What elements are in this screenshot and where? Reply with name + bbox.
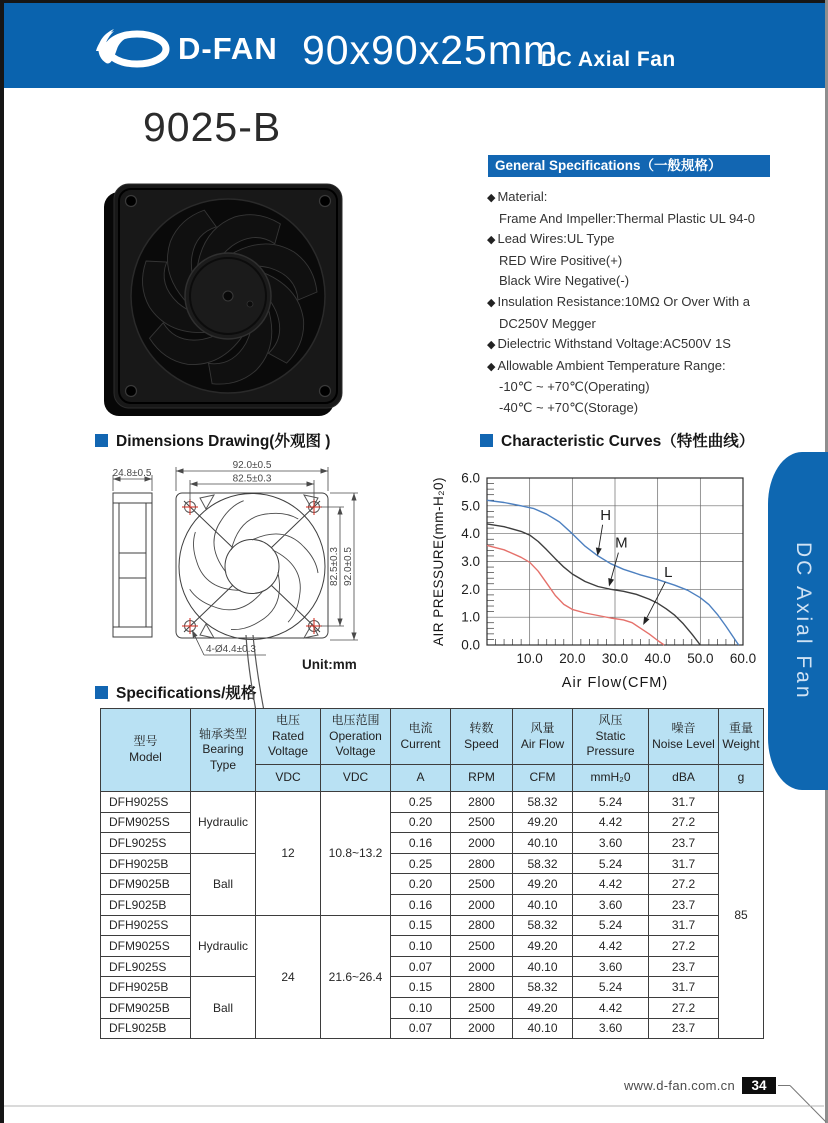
general-specs-list bbox=[487, 187, 822, 419]
column-header: 电压 Rated Voltage bbox=[256, 709, 321, 765]
product-size-title: 90x90x25mm bbox=[302, 27, 559, 73]
table-cell: 49.20 bbox=[513, 936, 573, 957]
spec-bullet-line: ◆ Insulation Resistance:10MΩ Or Over With a bbox=[487, 293, 750, 309]
table-cell: 49.20 bbox=[513, 997, 573, 1018]
dim-front-height: 92.0±0.5 bbox=[343, 547, 354, 586]
spec-continuation-line: RED Wire Positive(+) bbox=[499, 252, 623, 268]
table-cell: DFL9025B bbox=[101, 1018, 191, 1039]
page-border-left bbox=[0, 0, 4, 1123]
dim-hole-pitch-v: 82.5±0.3 bbox=[329, 547, 340, 586]
table-cell: DFM9025B bbox=[101, 874, 191, 895]
footer-decorative-lines bbox=[0, 1070, 828, 1123]
table-cell: Hydraulic bbox=[191, 915, 256, 977]
column-unit: VDC bbox=[321, 765, 391, 792]
column-header: 轴承类型 Bearing Type bbox=[191, 709, 256, 792]
table-cell: 4.42 bbox=[573, 812, 649, 833]
table-cell: 27.2 bbox=[649, 997, 719, 1018]
table-cell: Ball bbox=[191, 853, 256, 915]
table-cell: 31.7 bbox=[649, 853, 719, 874]
label-arrowhead bbox=[643, 616, 649, 624]
spec-bullet-line: ◆ Allowable Ambient Temperature Range: bbox=[487, 357, 726, 373]
column-unit: VDC bbox=[256, 765, 321, 792]
table-cell: DFM9025S bbox=[101, 812, 191, 833]
table-cell: 23.7 bbox=[649, 1018, 719, 1039]
table-cell: 0.16 bbox=[391, 833, 451, 854]
table-cell: 0.20 bbox=[391, 812, 451, 833]
table-cell: 58.32 bbox=[513, 977, 573, 998]
table-cell: 2800 bbox=[451, 977, 513, 998]
side-tab-dc-axial-fan bbox=[768, 452, 828, 790]
table-cell: 2000 bbox=[451, 956, 513, 977]
column-unit: g bbox=[719, 765, 764, 792]
column-header: 风压 Static Pressure bbox=[573, 709, 649, 765]
dim-front-width: 92.0±0.5 bbox=[232, 460, 272, 471]
header-banner bbox=[4, 3, 825, 88]
dimension-arrowhead bbox=[190, 481, 198, 486]
table-cell: 2500 bbox=[451, 874, 513, 895]
table-cell: 0.15 bbox=[391, 977, 451, 998]
characteristic-curves-chart bbox=[428, 446, 773, 698]
column-unit: mmH₂0 bbox=[573, 765, 649, 792]
spec-continuation-line: -10℃ ~ +70℃(Operating) bbox=[499, 379, 650, 395]
curve-label-L: L bbox=[664, 563, 673, 581]
table-cell: 3.60 bbox=[573, 1018, 649, 1039]
table-cell: 4.42 bbox=[573, 874, 649, 895]
table-cell: 23.7 bbox=[649, 894, 719, 915]
table-cell: DFH9025S bbox=[101, 915, 191, 936]
table-cell: DFL9025S bbox=[101, 956, 191, 977]
general-specs-title: General Specifications（一般规格） bbox=[488, 155, 770, 177]
table-cell: 5.24 bbox=[573, 792, 649, 813]
table-cell: 3.60 bbox=[573, 833, 649, 854]
curve-label-M: M bbox=[615, 534, 628, 552]
column-header: 型号 Model bbox=[101, 709, 191, 792]
table-cell: DFL9025S bbox=[101, 833, 191, 854]
column-unit: RPM bbox=[451, 765, 513, 792]
dimension-arrowhead bbox=[351, 493, 356, 501]
x-tick-label: 20.0 bbox=[559, 651, 586, 666]
blue-square-bullet-icon bbox=[95, 434, 108, 447]
table-cell: 2500 bbox=[451, 997, 513, 1018]
dimension-arrowhead bbox=[337, 619, 342, 627]
column-unit: A bbox=[391, 765, 451, 792]
table-cell: DFM9025S bbox=[101, 936, 191, 957]
table-cell: 31.7 bbox=[649, 977, 719, 998]
x-tick-label: 10.0 bbox=[516, 651, 543, 666]
table-cell: 2800 bbox=[451, 853, 513, 874]
table-cell: DFH9025B bbox=[101, 853, 191, 874]
label-arrow-line bbox=[599, 525, 603, 548]
column-unit: dBA bbox=[649, 765, 719, 792]
table-cell: Ball bbox=[191, 977, 256, 1039]
table-cell: 0.15 bbox=[391, 915, 451, 936]
specifications-table bbox=[100, 708, 764, 1039]
table-row bbox=[101, 915, 764, 936]
column-header: 风量 Air Flow bbox=[513, 709, 573, 765]
table-cell: 0.25 bbox=[391, 853, 451, 874]
spec-bullet-line: ◆ Dielectric Withstand Voltage:AC500V 1S bbox=[487, 336, 731, 352]
dimension-arrowhead bbox=[192, 630, 198, 638]
curve-label-H: H bbox=[600, 506, 612, 524]
table-cell: 0.07 bbox=[391, 956, 451, 977]
spec-continuation-line: Frame And Impeller:Thermal Plastic UL 94-0 bbox=[499, 210, 756, 226]
section-header-dimensions bbox=[95, 429, 330, 451]
table-cell: 0.16 bbox=[391, 894, 451, 915]
table-cell: 27.2 bbox=[649, 812, 719, 833]
table-cell: 5.24 bbox=[573, 915, 649, 936]
x-tick-label: 40.0 bbox=[644, 651, 671, 666]
spec-bullet-line: ◆ Material: bbox=[487, 189, 548, 204]
table-cell: 40.10 bbox=[513, 894, 573, 915]
y-tick-label: 3.0 bbox=[461, 554, 480, 569]
section-header-curves-label: Characteristic Curves（特性曲线） bbox=[501, 433, 755, 450]
table-cell: 12 bbox=[256, 792, 321, 916]
diamond-bullet-icon: ◆ bbox=[487, 360, 496, 373]
diamond-bullet-icon: ◆ bbox=[487, 192, 496, 204]
table-cell: 40.10 bbox=[513, 956, 573, 977]
table-cell: Hydraulic bbox=[191, 792, 256, 854]
table-cell: 23.7 bbox=[649, 956, 719, 977]
y-tick-label: 1.0 bbox=[461, 609, 480, 625]
column-header: 重量 Weight bbox=[719, 709, 764, 765]
spec-continuation-line: DC250V Megger bbox=[499, 315, 596, 331]
section-header-dimensions-label: Dimensions Drawing(外观图 ) bbox=[116, 433, 331, 450]
table-cell: 23.7 bbox=[649, 833, 719, 854]
table-cell: 58.32 bbox=[513, 792, 573, 813]
table-cell: 3.60 bbox=[573, 894, 649, 915]
table-cell: 3.60 bbox=[573, 956, 649, 977]
table-cell: DFH9025S bbox=[101, 792, 191, 813]
table-cell: 4.42 bbox=[573, 997, 649, 1018]
table-cell: 2800 bbox=[451, 792, 513, 813]
table-row bbox=[101, 977, 764, 998]
table-row bbox=[101, 792, 764, 813]
section-header-specifications-label: Specifications/规格 bbox=[116, 685, 257, 702]
table-cell: 31.7 bbox=[649, 915, 719, 936]
dim-unit-label: Unit:mm bbox=[302, 657, 357, 672]
fan-product-photo bbox=[98, 180, 350, 427]
table-cell: 0.10 bbox=[391, 997, 451, 1018]
y-tick-label: 5.0 bbox=[461, 498, 480, 514]
dim-side-width: 24.8±0.5 bbox=[112, 468, 152, 479]
dimension-arrowhead bbox=[307, 481, 315, 486]
table-cell: 40.10 bbox=[513, 833, 573, 854]
table-cell: 2500 bbox=[451, 936, 513, 957]
table-cell: 0.07 bbox=[391, 1018, 451, 1039]
page-number-badge: 34 bbox=[742, 1077, 776, 1094]
y-tick-label: 4.0 bbox=[461, 526, 480, 542]
diamond-bullet-icon: ◆ bbox=[487, 296, 496, 309]
table-cell: 49.20 bbox=[513, 812, 573, 833]
dim-holes-callout: 4-Ø4.4±0.3 bbox=[206, 644, 256, 655]
table-cell: DFH9025B bbox=[101, 977, 191, 998]
x-tick-label: 30.0 bbox=[601, 651, 629, 666]
product-subtitle: DC Axial Fan bbox=[541, 48, 676, 71]
table-cell: 10.8~13.2 bbox=[321, 792, 391, 916]
side-tab-label: DC Axial Fan bbox=[792, 541, 815, 701]
dimensions-drawing bbox=[88, 453, 483, 718]
y-tick-label: 2.0 bbox=[461, 581, 480, 597]
diamond-bullet-icon: ◆ bbox=[487, 339, 496, 352]
table-cell: 21.6~26.4 bbox=[321, 915, 391, 1039]
curve-M bbox=[487, 524, 700, 645]
column-header: 电压范围 Operation Voltage bbox=[321, 709, 391, 765]
dimension-arrowhead bbox=[337, 507, 342, 515]
spec-continuation-line: -40℃ ~ +70℃(Storage) bbox=[499, 399, 639, 415]
table-cell: 2000 bbox=[451, 894, 513, 915]
y-tick-label: 6.0 bbox=[461, 470, 480, 486]
diamond-bullet-icon: ◆ bbox=[487, 234, 496, 247]
column-header: 噪音 Noise Level bbox=[649, 709, 719, 765]
table-cell: 2000 bbox=[451, 833, 513, 854]
table-cell: 0.25 bbox=[391, 792, 451, 813]
table-cell: 58.32 bbox=[513, 915, 573, 936]
y-tick-label: 0.0 bbox=[461, 637, 480, 653]
dim-hole-pitch-h: 82.5±0.3 bbox=[232, 473, 272, 485]
table-cell: 27.2 bbox=[649, 874, 719, 895]
table-cell: DFM9025B bbox=[101, 997, 191, 1018]
table-cell: 2800 bbox=[451, 915, 513, 936]
table-cell: 24 bbox=[256, 915, 321, 1039]
column-header: 电流 Current bbox=[391, 709, 451, 765]
spec-continuation-line: Black Wire Negative(-) bbox=[499, 273, 630, 289]
table-cell: 5.24 bbox=[573, 977, 649, 998]
table-cell: 0.20 bbox=[391, 874, 451, 895]
website-link[interactable]: www.d-fan.com.cn bbox=[623, 1078, 735, 1093]
table-cell: 31.7 bbox=[649, 792, 719, 813]
column-unit: CFM bbox=[513, 765, 573, 792]
dimension-arrowhead bbox=[321, 468, 329, 473]
spec-bullet-line: ◆ Lead Wires:UL Type bbox=[487, 231, 615, 247]
table-cell: 40.10 bbox=[513, 1018, 573, 1039]
fan-photo-drawing bbox=[98, 180, 350, 422]
table-cell: 2500 bbox=[451, 812, 513, 833]
y-axis-title: AIR PRESSURE(mm-H₂0) bbox=[431, 476, 446, 647]
table-cell: 5.24 bbox=[573, 853, 649, 874]
x-tick-label: 60.0 bbox=[729, 651, 757, 666]
label-arrowhead bbox=[608, 578, 614, 587]
table-cell: 0.10 bbox=[391, 936, 451, 957]
table-cell: 2000 bbox=[451, 1018, 513, 1039]
table-cell: DFL9025B bbox=[101, 894, 191, 915]
table-cell: 4.42 bbox=[573, 936, 649, 957]
table-row bbox=[101, 853, 764, 874]
table-cell: 27.2 bbox=[649, 936, 719, 957]
table-cell: 85 bbox=[719, 792, 764, 1039]
x-axis-title: Air Flow(CFM) bbox=[561, 675, 669, 691]
dimension-arrowhead bbox=[351, 633, 356, 641]
table-cell: 49.20 bbox=[513, 874, 573, 895]
brand-logo bbox=[92, 23, 278, 75]
table-cell: 58.32 bbox=[513, 853, 573, 874]
column-header: 转数 Speed bbox=[451, 709, 513, 765]
fan-swoosh-logo-icon bbox=[92, 23, 174, 75]
model-number: 9025-B bbox=[143, 104, 282, 150]
x-tick-label: 50.0 bbox=[687, 651, 714, 666]
brand-name: D-FAN bbox=[178, 31, 278, 66]
dimension-arrowhead bbox=[176, 468, 184, 473]
